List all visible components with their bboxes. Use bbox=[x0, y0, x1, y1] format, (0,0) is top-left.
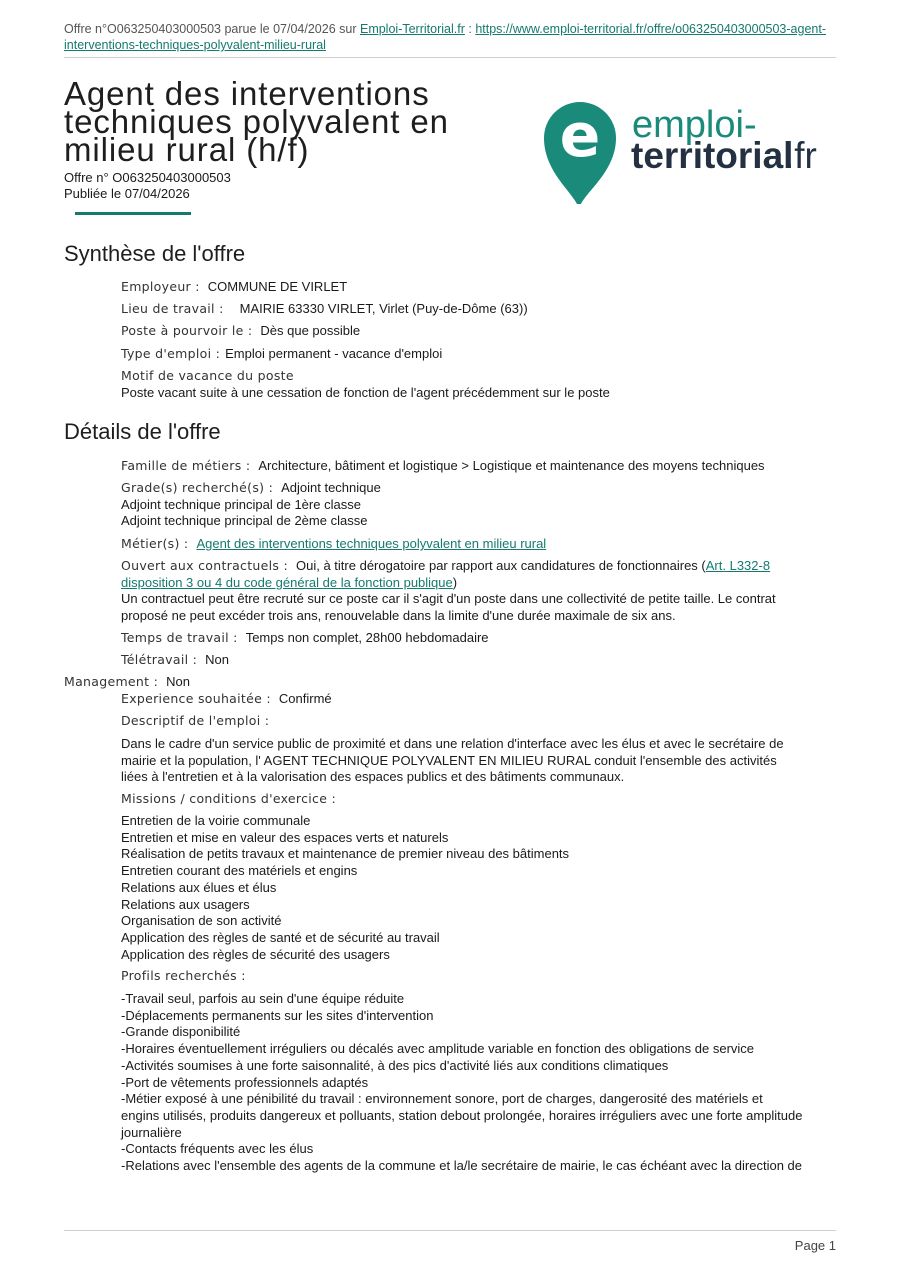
list-item: engins utilisés, produits dangereux et polluants, station debout prolongée, horaires irréguliers avec une forte amplitude bbox=[121, 1107, 803, 1123]
field-descriptif-label bbox=[121, 713, 836, 730]
list-item: -Travail seul, parfois au sein d'une équipe réduite bbox=[121, 991, 405, 1006]
list-item: Entretien de la voirie communale bbox=[121, 813, 311, 828]
title-accent-bar bbox=[75, 212, 191, 215]
emploi-territorial-logo bbox=[540, 96, 830, 206]
field-label: Lieu de travail : bbox=[121, 301, 224, 316]
title-line: techniques polyvalent en bbox=[64, 103, 449, 140]
field-value: Oui, à titre dérogatoire par rapport aux candidatures de fonctionnaires ( bbox=[296, 558, 706, 573]
site-link[interactable]: Emploi-Territorial.fr bbox=[359, 22, 465, 36]
field-label: Famille de métiers : bbox=[121, 458, 251, 473]
field-type-emploi bbox=[121, 346, 836, 363]
code-link[interactable]: disposition 3 ou 4 du code général de la fonction publique bbox=[121, 574, 453, 590]
field-value: Dès que possible bbox=[260, 323, 361, 338]
paragraph-line: mairie et la population, l' AGENT TECHNIQUE POLYVALENT EN MILIEU RURAL conduit l'ensemble des activités bbox=[121, 752, 777, 768]
field-experience bbox=[121, 691, 836, 708]
field-management bbox=[64, 674, 779, 691]
title-line: Agent des interventions bbox=[64, 75, 430, 112]
field-poste-a-pourvoir bbox=[121, 323, 836, 340]
list-item: -Déplacements permanents sur les sites d'intervention bbox=[121, 1007, 434, 1023]
logo-tld: .fr bbox=[784, 135, 817, 176]
field-famille-metiers bbox=[121, 458, 836, 475]
field-label: Descriptif de l'emploi : bbox=[121, 713, 270, 728]
field-label: Ouvert aux contractuels : bbox=[121, 558, 289, 573]
list-item: Entretien courant des matériels et engins bbox=[121, 863, 358, 879]
field-value: Emploi permanent - vacance d'emploi bbox=[225, 346, 443, 361]
list-item: -Activités soumises à une forte saisonnalité, à des pics d'activité liés aux conditions climatiques bbox=[121, 1057, 669, 1073]
list-item: Application des règles de santé et de sécurité au travail bbox=[121, 929, 440, 945]
field-temps-travail bbox=[121, 630, 836, 647]
field-label: Temps de travail : bbox=[121, 630, 238, 645]
field-label: Métier(s) : bbox=[121, 536, 189, 551]
field-label: Motif de vacance du poste bbox=[121, 368, 294, 383]
field-value: Temps non complet, 28h00 hebdomadaire bbox=[245, 630, 489, 645]
source-line bbox=[64, 21, 836, 53]
footer-divider bbox=[64, 1230, 836, 1231]
list-item: -Métier exposé à une pénibilité du travail : environnement sonore, port de charges, dangerosité des matériels et bbox=[121, 1091, 763, 1107]
offer-url-link[interactable]: https://www.emploi-territorial.fr/offre/o063250403000503-agent-interventions-techniques-polyvalent-milieu-rural bbox=[64, 22, 826, 52]
page-title bbox=[64, 75, 514, 168]
missions-list bbox=[121, 813, 836, 963]
section-heading-details: Détails de l'offre bbox=[64, 419, 221, 444]
title-line: milieu rural (h/f) bbox=[64, 131, 310, 168]
field-profils-label bbox=[121, 968, 836, 985]
list-item: -Relations avec l'ensemble des agents de la commune et la/le secrétaire de mairie, le cas échéant avec la direction de bbox=[121, 1158, 803, 1174]
list-item: Relations aux usagers bbox=[121, 896, 250, 912]
list-item: Réalisation de petits travaux et maintenance de premier niveau des bâtiments bbox=[121, 846, 570, 862]
header-divider bbox=[64, 57, 836, 58]
paragraph-line: liées à l'entretien et à la valorisation des espaces publics et des bâtiments communaux. bbox=[121, 769, 625, 785]
field-missions-label bbox=[121, 791, 836, 808]
section-heading-synthese: Synthèse de l'offre bbox=[64, 241, 246, 266]
source-prefix: Offre n°O063250403000503 parue le 07/04/2026 sur bbox=[64, 22, 357, 36]
list-item: Entretien et mise en valeur des espaces verts et naturels bbox=[121, 829, 449, 845]
publication-date: Publiée le 07/04/2026 bbox=[64, 186, 190, 201]
field-label: Management : bbox=[64, 674, 159, 689]
field-value: MAIRIE 63330 VIRLET, Virlet (Puy-de-Dôme (63)) bbox=[239, 301, 528, 316]
list-item: Relations aux élues et élus bbox=[121, 879, 277, 895]
grade-item: Adjoint technique bbox=[281, 480, 381, 495]
field-value: Non bbox=[205, 652, 230, 667]
field-value: COMMUNE DE VIRLET bbox=[207, 279, 348, 294]
field-lieu-de-travail bbox=[121, 301, 836, 318]
offer-number: Offre n° O063250403000503 bbox=[64, 170, 231, 185]
field-label: Profils recherchés : bbox=[121, 968, 246, 983]
logo-word-territorial: territorial bbox=[631, 135, 794, 176]
list-item: Organisation de son activité bbox=[121, 913, 282, 929]
source-separator: : bbox=[468, 22, 472, 36]
list-item: Application des règles de sécurité des usagers bbox=[121, 946, 390, 962]
list-item: -Horaires éventuellement irréguliers ou décalés avec amplitude variable en fonction des obligations de service bbox=[121, 1041, 755, 1057]
field-label: Employeur : bbox=[121, 279, 200, 294]
field-value: Confirmé bbox=[278, 691, 332, 706]
field-note: Un contractuel peut être recruté sur ce poste car il s'agit d'un poste dans une collectivité de petite taille. Le contrat bbox=[121, 591, 776, 607]
field-note: proposé ne peut excéder trois ans, renouvelable dans la limite d'une durée maximale de six ans. bbox=[121, 608, 676, 624]
metier-link[interactable]: Agent des interventions techniques polyvalent en milieu rural bbox=[196, 536, 547, 551]
field-teletravail bbox=[121, 652, 836, 669]
logo-letter: e bbox=[559, 101, 601, 171]
field-label: Experience souhaitée : bbox=[121, 691, 271, 706]
list-item: -Grande disponibilité bbox=[121, 1024, 241, 1040]
field-label: Type d'emploi : bbox=[121, 346, 221, 361]
field-value: Poste vacant suite à une cessation de fonction de l'agent précédemment sur le poste bbox=[121, 384, 610, 400]
field-ouvert-contractuels bbox=[121, 558, 836, 625]
field-value: Non bbox=[166, 674, 190, 689]
list-item: -Port de vêtements professionnels adaptés bbox=[121, 1074, 369, 1090]
field-label: Télétravail : bbox=[121, 652, 198, 667]
list-item: journalière bbox=[121, 1124, 182, 1140]
profils-list bbox=[121, 991, 836, 1175]
paragraph-line: Dans le cadre d'un service public de proximité et dans une relation d'interface avec les élus et avec le secrétaire de bbox=[121, 736, 784, 751]
grade-item: Adjoint technique principal de 2ème classe bbox=[121, 513, 368, 529]
closing-paren: ) bbox=[452, 574, 458, 590]
logo-word-emploi: emploi- bbox=[632, 104, 757, 146]
field-label: Poste à pourvoir le : bbox=[121, 323, 253, 338]
field-motif-vacance bbox=[121, 368, 836, 401]
field-employeur bbox=[121, 279, 836, 296]
page-number: Page 1 bbox=[794, 1238, 836, 1253]
list-item: -Contacts fréquents avec les élus bbox=[121, 1141, 314, 1157]
descriptif-text bbox=[121, 736, 836, 786]
field-grades bbox=[121, 480, 836, 530]
grade-item: Adjoint technique principal de 1ère classe bbox=[121, 496, 361, 512]
field-label: Missions / conditions d'exercice : bbox=[121, 791, 336, 806]
field-label: Grade(s) recherché(s) : bbox=[121, 480, 274, 495]
field-value: Architecture, bâtiment et logistique > Logistique et maintenance des moyens techniques bbox=[258, 458, 765, 473]
field-metiers bbox=[121, 536, 836, 553]
article-link[interactable]: Art. L332-8 bbox=[705, 558, 771, 573]
